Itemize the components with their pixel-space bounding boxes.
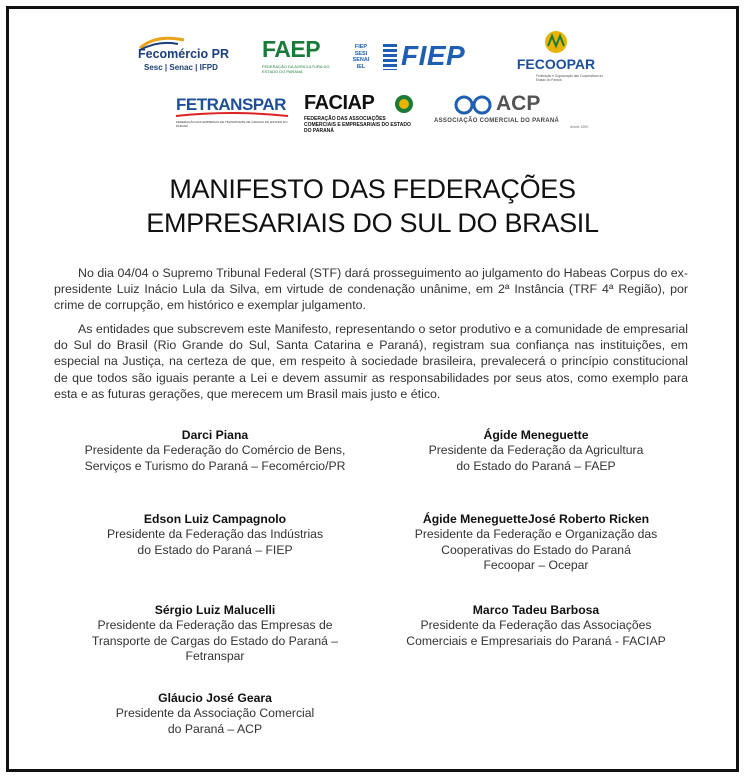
title-line-1: MANIFESTO DAS FEDERAÇÕES: [169, 174, 576, 204]
faciap-subtitle: FEDERAÇÃO DAS ASSOCIAÇÕES COMERCIAIS E EMPRESARIAIS DO ESTADO DO PARANÁ: [304, 116, 411, 134]
signatory-role: Presidente da Federação das Associações Comerciais e Empresariais do Paraná - FACIAP: [406, 618, 666, 648]
signatory-name: Sérgio Luiz Malucelli: [154, 603, 276, 617]
signatory-block: [50, 512, 380, 558]
fiep-logo: [345, 42, 485, 74]
fecomercio-sesc: Sesc: [144, 63, 163, 72]
signatory-role: Presidente da Federação do Comércio de Bens, Serviços e Turismo do Paraná – Fecomércio/PR: [84, 443, 346, 473]
signatory-block: [50, 691, 380, 737]
fetranspar-subtitle: FEDERAÇÃO DAS EMPRESAS DE TRANSPORTE DE CARGAS DO ESTADO DO PARANÁ: [176, 120, 288, 128]
fetranspar-logo: [176, 92, 288, 130]
fiep-divider: [383, 44, 397, 70]
acp-logo: [432, 92, 592, 132]
signatory-role: Presidente da Federação das Empresas de Transporte de Cargas do Estado do Paraná – Fetranspar: [91, 618, 339, 664]
acp-subtitle: ASSOCIAÇÃO COMERCIAL DO PARANÁ: [434, 118, 560, 124]
fecomercio-senac: Senac: [169, 63, 193, 72]
acp-since: desde 1890: [570, 125, 589, 129]
fecoopar-emblem-icon: [506, 30, 606, 58]
fetranspar-name: FETRANSPAR: [176, 95, 286, 114]
fecomercio-ifpd: IFPD: [199, 63, 218, 72]
fecomercio-name: Fecomércio PR: [138, 47, 230, 61]
paragraph-2: As entidades que subscrevem este Manifesto, representando o setor produtivo e a comunidade de empresarial do Sul do Brasil (Rio Grande do Sul, Santa Catarina e Paraná), registram sua confiança nas instituições, em especial na Justiça, na certeza de que, em respeito à sociedade brasileira, prevalecerá o princípio constitucional de que todos são iguais perante a Lei e devem assumir as responsabilidades por seus atos, como exemplo para esta e as futuras gerações, que merecem um Brasil mais justo e ético.: [54, 322, 688, 401]
signatory-role: Presidente da Federação da Agricultura do Estado do Paraná – FAEP: [428, 443, 644, 473]
faciap-sun-icon: [394, 94, 414, 114]
title-line-2: EMPRESARIAIS DO SUL DO BRASIL: [146, 208, 599, 238]
signatory-role: Presidente da Associação Comercial do Paraná – ACP: [115, 706, 315, 736]
signatory-block: [371, 428, 701, 474]
acp-name: ACP: [496, 92, 541, 115]
signatory-name: Ágide MeneguetteJosé Roberto Ricken: [422, 512, 650, 526]
faep-subtitle: FEDERAÇÃO DA AGRICULTURA DO ESTADO DO PARANÁ: [262, 64, 330, 74]
fiep-sub-fiep: FIEP: [354, 44, 368, 50]
signatory-role: Presidente da Federação das Indústrias do Estado do Paraná – FIEP: [106, 527, 324, 557]
faciap-logo: [304, 94, 416, 132]
signatory-block: [371, 512, 701, 574]
page-title: [0, 172, 745, 240]
fiep-sub-iel: IEL: [356, 63, 366, 70]
signatory-name: Gláucio José Geara: [158, 691, 272, 705]
signatory-block: [50, 603, 380, 665]
signatory-block: [50, 428, 380, 474]
signatory-name: Edson Luiz Campagnolo: [143, 512, 287, 526]
paragraph-1: No dia 04/04 o Supremo Tribunal Federal (STF) dará prosseguimento ao julgamento do Habeas Corpus do ex-presidente Luiz Inácio Lula da Silva, em virtude de condenação unânime, em 2ª Instância (TRF 4ª Região), por crime de corrupção, em histórico e exemplar julgamento.: [54, 266, 688, 313]
fiep-sub-senai: SENAI: [352, 57, 370, 63]
faciap-name: FACIAP: [304, 92, 375, 114]
fecoopar-logo: [506, 30, 606, 82]
signatory-name: Ágide Meneguette: [483, 428, 589, 442]
faep-logo: [260, 36, 332, 76]
signatory-name: Darci Piana: [181, 428, 249, 442]
faep-name: FAEP: [262, 36, 321, 62]
fecomercio-logo: Fecomércio PR Sesc | Senac | IFPD: [136, 34, 248, 78]
signatory-name: Marco Tadeu Barbosa: [472, 603, 600, 617]
acp-emblem-icon: [454, 94, 496, 116]
signatory-role: Presidente da Federação e Organização das Cooperativas do Estado do Paraná Fecoopar – Ocepar: [414, 527, 658, 573]
fecoopar-name: FECOOPAR: [516, 56, 596, 72]
fiep-sub-sesi: SESI: [354, 50, 368, 57]
signatory-block: [371, 603, 701, 649]
fiep-name: FIEP: [401, 40, 466, 71]
fetranspar-stripe-icon: [176, 112, 288, 120]
fecoopar-subtitle: Federação e Organização das Cooperativas do Estado do Paraná: [536, 74, 603, 82]
